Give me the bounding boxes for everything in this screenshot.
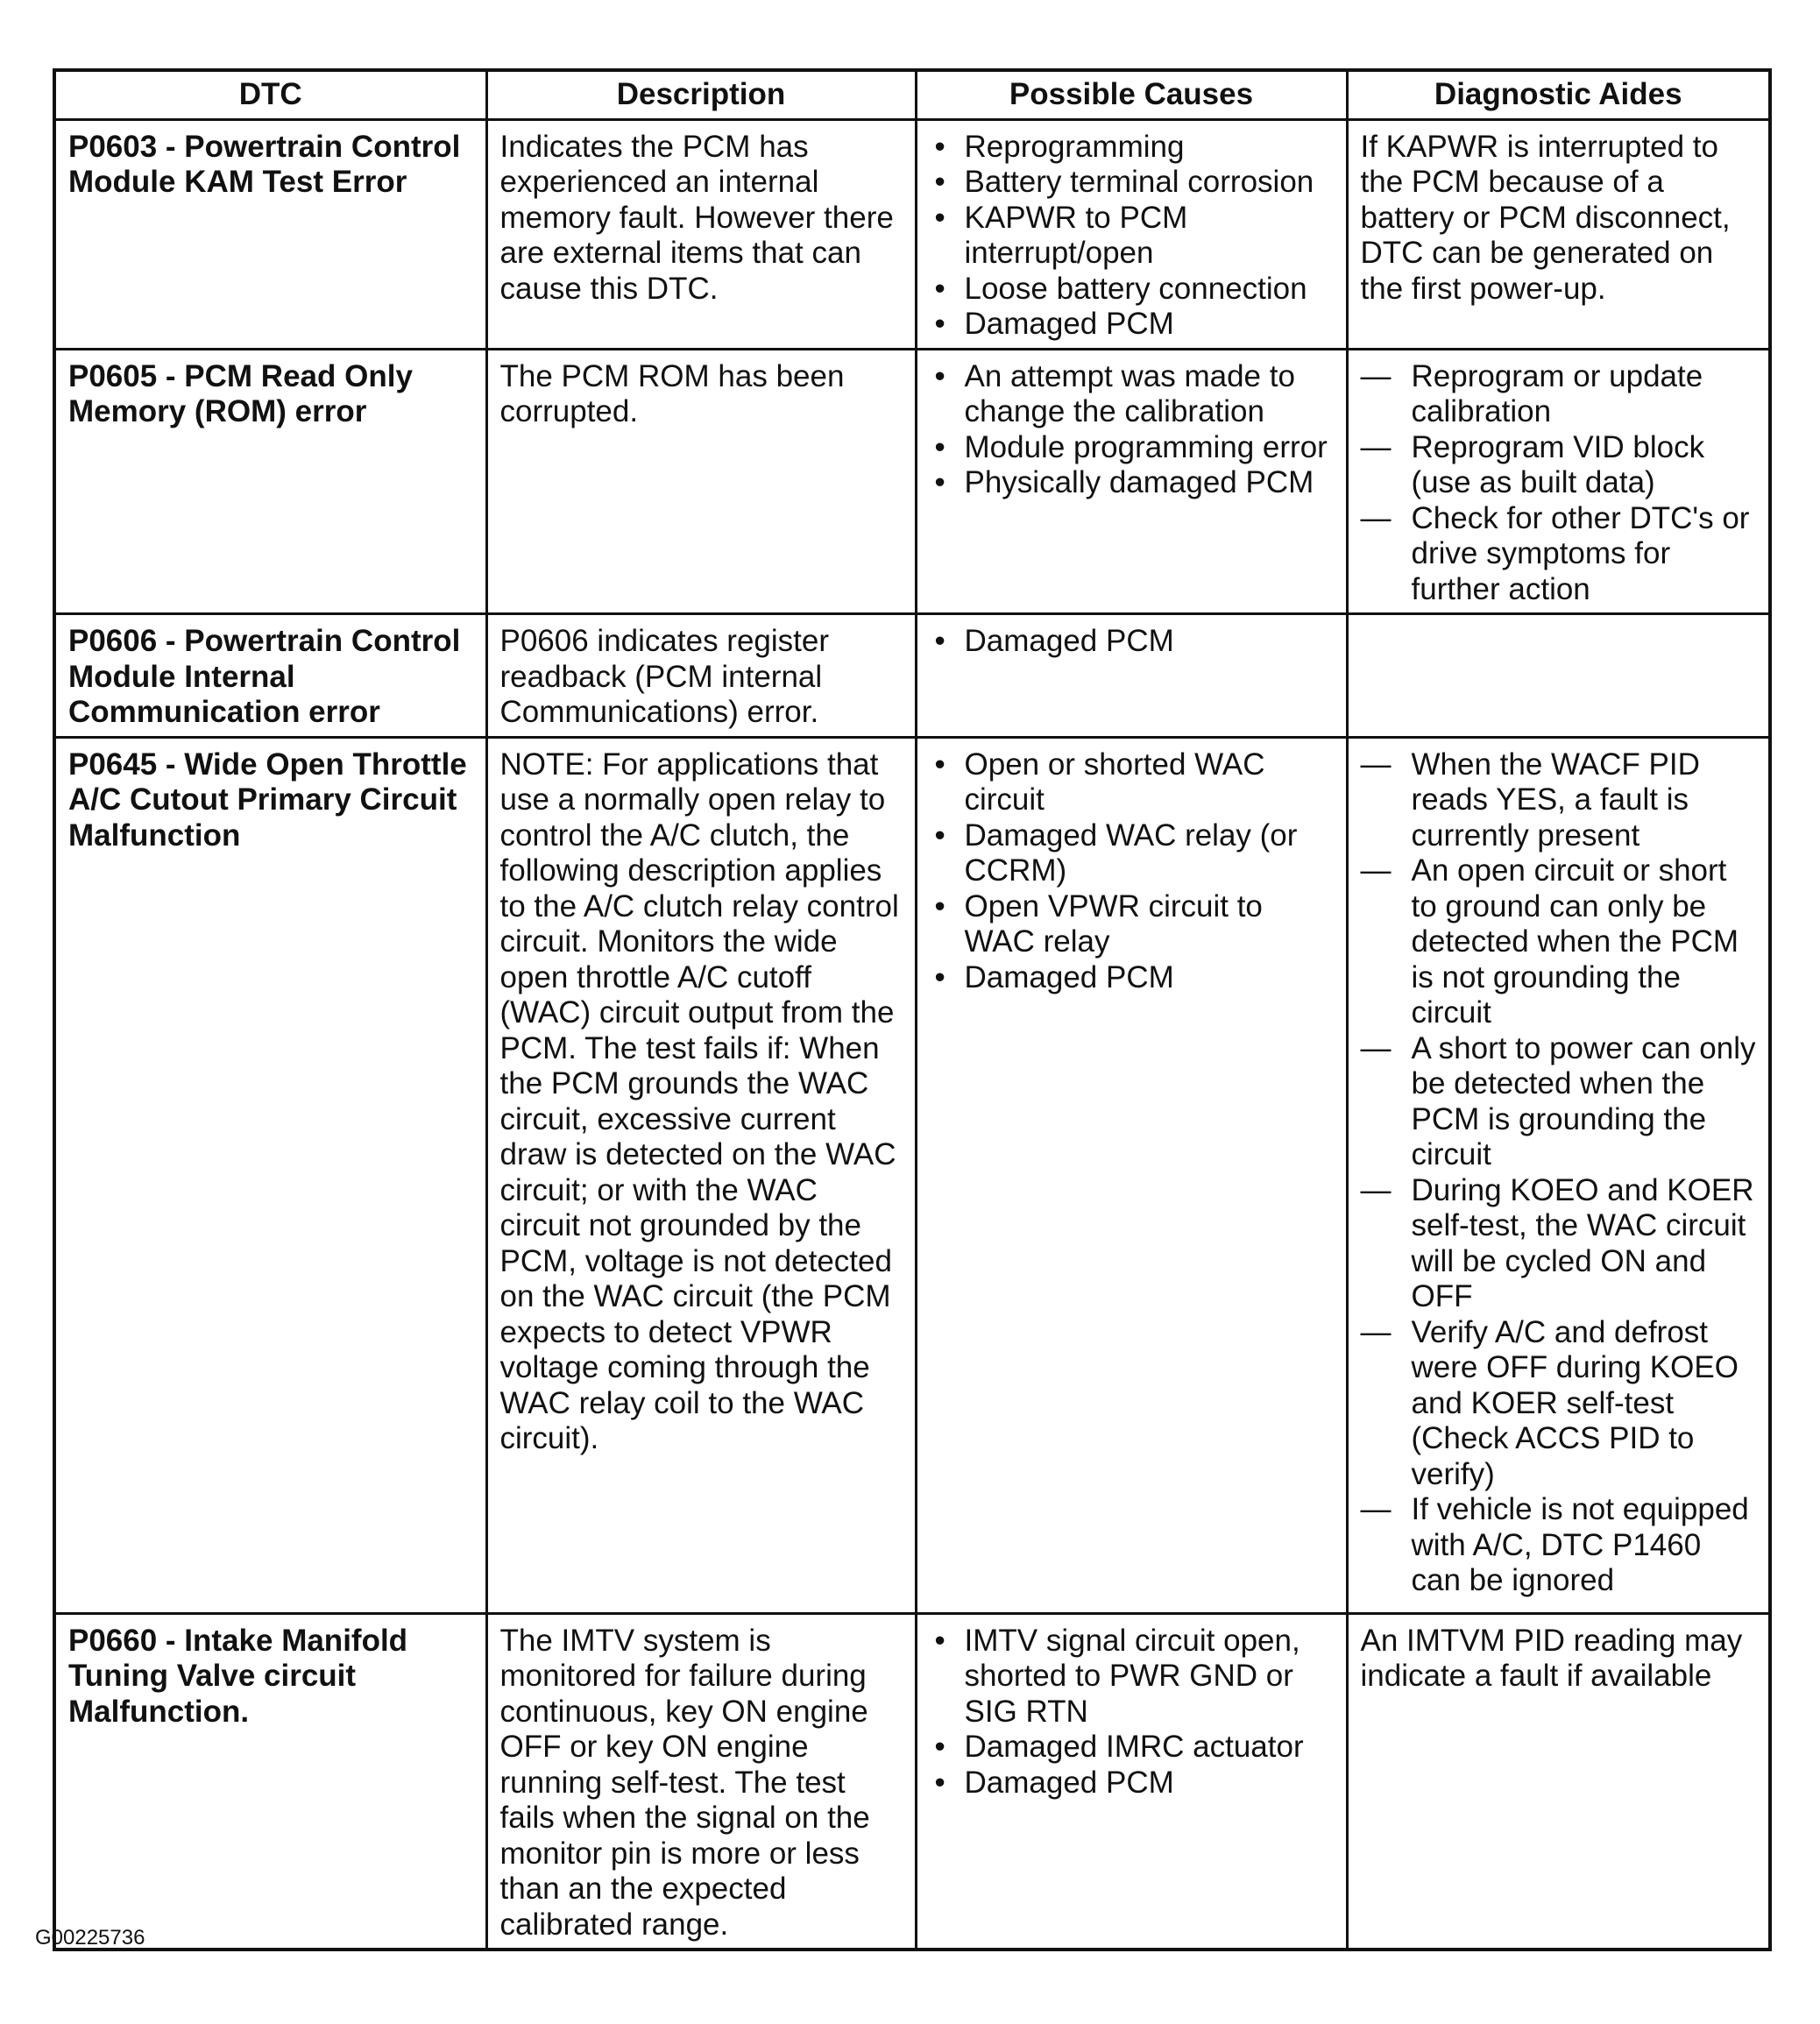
cause-item: • Physically damaged PCM bbox=[930, 465, 1334, 501]
aide-item: — When the WACF PID reads YES, a fault is currently present bbox=[1361, 747, 1757, 854]
aides-list bbox=[1361, 359, 1757, 608]
aide-item: — Verify A/C and defrost were OFF during KOEO and KOER self-test (Check ACCS PID to verify) bbox=[1361, 1315, 1757, 1493]
aide-item: — Reprogram VID block (use as built data) bbox=[1361, 430, 1757, 501]
causes-list bbox=[930, 130, 1334, 343]
cause-item: • Reprogramming bbox=[930, 130, 1334, 166]
causes-list bbox=[930, 359, 1334, 501]
table-row bbox=[54, 1613, 1770, 1950]
cause-item: • Battery terminal corrosion bbox=[930, 165, 1334, 201]
causes-cell bbox=[916, 614, 1347, 738]
table-header-row bbox=[54, 70, 1770, 119]
cause-item: • IMTV signal circuit open, shorted to PWR GND or SIG RTN bbox=[930, 1624, 1334, 1730]
table-row bbox=[54, 349, 1770, 614]
header-diagnostic-aides: Diagnostic Aides bbox=[1347, 70, 1770, 119]
cause-item: • Damaged WAC relay (or CCRM) bbox=[930, 818, 1334, 889]
causes-cell bbox=[916, 349, 1347, 614]
cause-item: • Damaged PCM bbox=[930, 624, 1334, 660]
dtc-code-cell: P0660 - Intake Manifold Tuning Valve circuit Malfunction. bbox=[54, 1613, 486, 1950]
cause-item: • Damaged PCM bbox=[930, 960, 1334, 996]
causes-cell bbox=[916, 737, 1347, 1613]
causes-list bbox=[930, 1624, 1334, 1801]
aides-list bbox=[1361, 747, 1757, 1599]
aides-cell: If KAPWR is interrupted to the PCM because of a battery or PCM disconnect, DTC can be generated on the first power-up. bbox=[1347, 119, 1770, 349]
header-description: Description bbox=[486, 70, 916, 119]
causes-list bbox=[930, 624, 1334, 660]
aides-cell bbox=[1347, 737, 1770, 1613]
description-cell: Indicates the PCM has experienced an internal memory fault. However there are external items that can cause this DTC. bbox=[486, 119, 916, 349]
cause-item: • Open or shorted WAC circuit bbox=[930, 747, 1334, 818]
cause-item: • Loose battery connection bbox=[930, 272, 1334, 308]
aides-cell bbox=[1347, 349, 1770, 614]
cause-item: • Module programming error bbox=[930, 430, 1334, 466]
cause-item: • Damaged IMRC actuator bbox=[930, 1730, 1334, 1766]
table-row bbox=[54, 737, 1770, 1613]
description-cell: The IMTV system is monitored for failure during continuous, key ON engine OFF or key ON engine running self-test. The test fails when the signal on the monitor pin is more or less than an the expected calibrated range. bbox=[486, 1613, 916, 1950]
description-cell: NOTE: For applications that use a normally open relay to control the A/C clutch, the following description applies to the A/C clutch relay control circuit. Monitors the wide open throttle A/C cutoff (WAC) circuit output from the PCM. The test fails if: When the PCM grounds the WAC circuit, excessive current draw is detected on the WAC circuit; or with the WAC circuit not grounded by the PCM, voltage is not detected on the WAC circuit (the PCM expects to detect VPWR voltage coming through the WAC relay coil to the WAC circuit). bbox=[486, 737, 916, 1613]
aide-item: — Reprogram or update calibration bbox=[1361, 359, 1757, 430]
cause-item: • Open VPWR circuit to WAC relay bbox=[930, 889, 1334, 960]
description-cell: P0606 indicates register readback (PCM internal Communications) error. bbox=[486, 614, 916, 738]
figure-id-label: G00225736 bbox=[35, 1926, 145, 1950]
header-dtc: DTC bbox=[54, 70, 486, 119]
table-row bbox=[54, 614, 1770, 738]
dtc-code-cell: P0603 - Powertrain Control Module KAM Test Error bbox=[54, 119, 486, 349]
dtc-table bbox=[53, 68, 1772, 1951]
cause-item: • Damaged PCM bbox=[930, 1766, 1334, 1801]
dtc-code-cell: P0605 - PCM Read Only Memory (ROM) error bbox=[54, 349, 486, 614]
causes-cell bbox=[916, 1613, 1347, 1950]
aide-item: — Check for other DTC's or drive symptoms for further action bbox=[1361, 501, 1757, 608]
causes-cell bbox=[916, 119, 1347, 349]
dtc-code-cell: P0606 - Powertrain Control Module Internal Communication error bbox=[54, 614, 486, 738]
dtc-code-cell: P0645 - Wide Open Throttle A/C Cutout Primary Circuit Malfunction bbox=[54, 737, 486, 1613]
aides-cell bbox=[1347, 614, 1770, 738]
aide-item: — An open circuit or short to ground can only be detected when the PCM is not grounding the circuit bbox=[1361, 853, 1757, 1031]
header-possible-causes: Possible Causes bbox=[916, 70, 1347, 119]
cause-item: • An attempt was made to change the calibration bbox=[930, 359, 1334, 430]
table-row bbox=[54, 119, 1770, 349]
causes-list bbox=[930, 747, 1334, 996]
aide-item: — A short to power can only be detected when the PCM is grounding the circuit bbox=[1361, 1031, 1757, 1173]
aide-item: — If vehicle is not equipped with A/C, DTC P1460 can be ignored bbox=[1361, 1492, 1757, 1599]
aides-cell: An IMTVM PID reading may indicate a fault if available bbox=[1347, 1613, 1770, 1950]
aide-item: — During KOEO and KOER self-test, the WAC circuit will be cycled ON and OFF bbox=[1361, 1173, 1757, 1315]
description-cell: The PCM ROM has been corrupted. bbox=[486, 349, 916, 614]
cause-item: • Damaged PCM bbox=[930, 307, 1334, 343]
cause-item: • KAPWR to PCM interrupt/open bbox=[930, 201, 1334, 272]
